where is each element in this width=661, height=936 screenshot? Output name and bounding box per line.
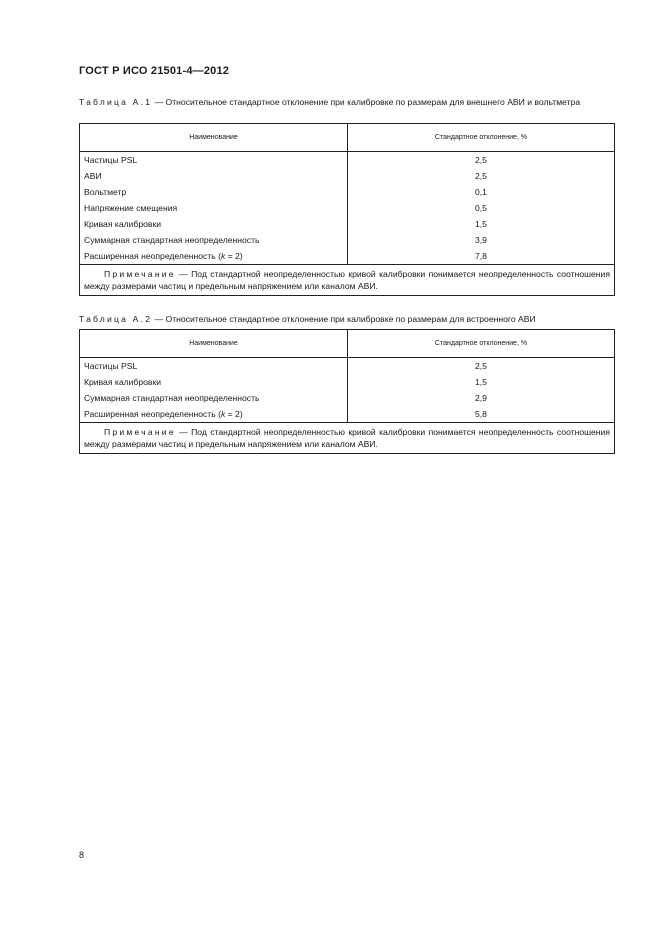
table-row — [80, 216, 615, 232]
row-name-k: k — [220, 409, 226, 419]
row-value: 2,5 — [348, 358, 615, 375]
row-name-k: k — [220, 251, 226, 261]
table-row — [80, 200, 615, 216]
column-header-value: Стандартное отклонение, % — [348, 124, 615, 152]
note-label: Примечание — [104, 269, 176, 279]
table-row — [80, 358, 615, 375]
table-row — [80, 390, 615, 406]
table-row — [80, 152, 615, 169]
table-caption-label: Таблица А.2 — [79, 314, 153, 324]
row-value: 5,8 — [348, 406, 615, 423]
table-caption-a1 — [79, 96, 615, 108]
table-row — [80, 168, 615, 184]
table-a2 — [79, 329, 615, 454]
row-name: Суммарная стандартная неопределенность — [80, 390, 348, 406]
table-header-row — [80, 330, 615, 358]
row-name: Кривая калибровки — [80, 216, 348, 232]
row-name: Частицы PSL — [80, 358, 348, 375]
row-value: 1,5 — [348, 374, 615, 390]
row-value: 2,5 — [348, 168, 615, 184]
column-header-value: Стандартное отклонение, % — [348, 330, 615, 358]
table-note — [80, 423, 615, 454]
note-text: — Под стандартной неопределенностью кривой калибровки понимается неопределенность соотношения между размерами частиц и предельным напряжением или каналом АВИ. — [84, 269, 610, 291]
column-header-name: Наименование — [80, 330, 348, 358]
row-value: 2,9 — [348, 390, 615, 406]
page-number: 8 — [79, 850, 85, 860]
row-name — [80, 406, 348, 423]
row-name: Вольтметр — [80, 184, 348, 200]
table-row — [80, 232, 615, 248]
table-note-row — [80, 423, 615, 454]
note-label: Примечание — [104, 427, 176, 437]
table-caption-label: Таблица А.1 — [79, 97, 153, 107]
table-row — [80, 374, 615, 390]
table-row — [80, 248, 615, 265]
row-value: 0,1 — [348, 184, 615, 200]
table-caption-text: — Относительное стандартное отклонение при калибровке по размерам для внешнего АВИ и вольтметра — [152, 97, 581, 107]
row-name-prefix: Расширенная неопределенность ( — [84, 409, 221, 419]
note-text: — Под стандартной неопределенностью кривой калибровки понимается неопределенность соотношения между размерами частиц и предельным напряжением или каналом АВИ. — [84, 427, 610, 449]
document-header: ГОСТ Р ИСО 21501-4—2012 — [79, 65, 230, 77]
row-name-prefix: Расширенная неопределенность ( — [84, 251, 221, 261]
row-name-suffix: = 2) — [225, 409, 243, 419]
table-header-row — [80, 124, 615, 152]
row-name: АВИ — [80, 168, 348, 184]
table-row — [80, 184, 615, 200]
row-name: Суммарная стандартная неопределенность — [80, 232, 348, 248]
table-row — [80, 406, 615, 423]
row-name: Напряжение смещения — [80, 200, 348, 216]
row-name-suffix: = 2) — [225, 251, 243, 261]
row-value: 2,5 — [348, 152, 615, 169]
table-caption-a2 — [79, 313, 615, 325]
row-value: 1,5 — [348, 216, 615, 232]
table-note-row — [80, 265, 615, 296]
row-name: Кривая калибровки — [80, 374, 348, 390]
row-value: 7,8 — [348, 248, 615, 265]
row-value: 3,9 — [348, 232, 615, 248]
row-value: 0,5 — [348, 200, 615, 216]
column-header-name: Наименование — [80, 124, 348, 152]
table-a1 — [79, 123, 615, 296]
row-name: Частицы PSL — [80, 152, 348, 169]
table-caption-text: — Относительное стандартное отклонение при калибровке по размерам для встроенного АВИ — [152, 314, 536, 324]
table-note — [80, 265, 615, 296]
row-name — [80, 248, 348, 265]
